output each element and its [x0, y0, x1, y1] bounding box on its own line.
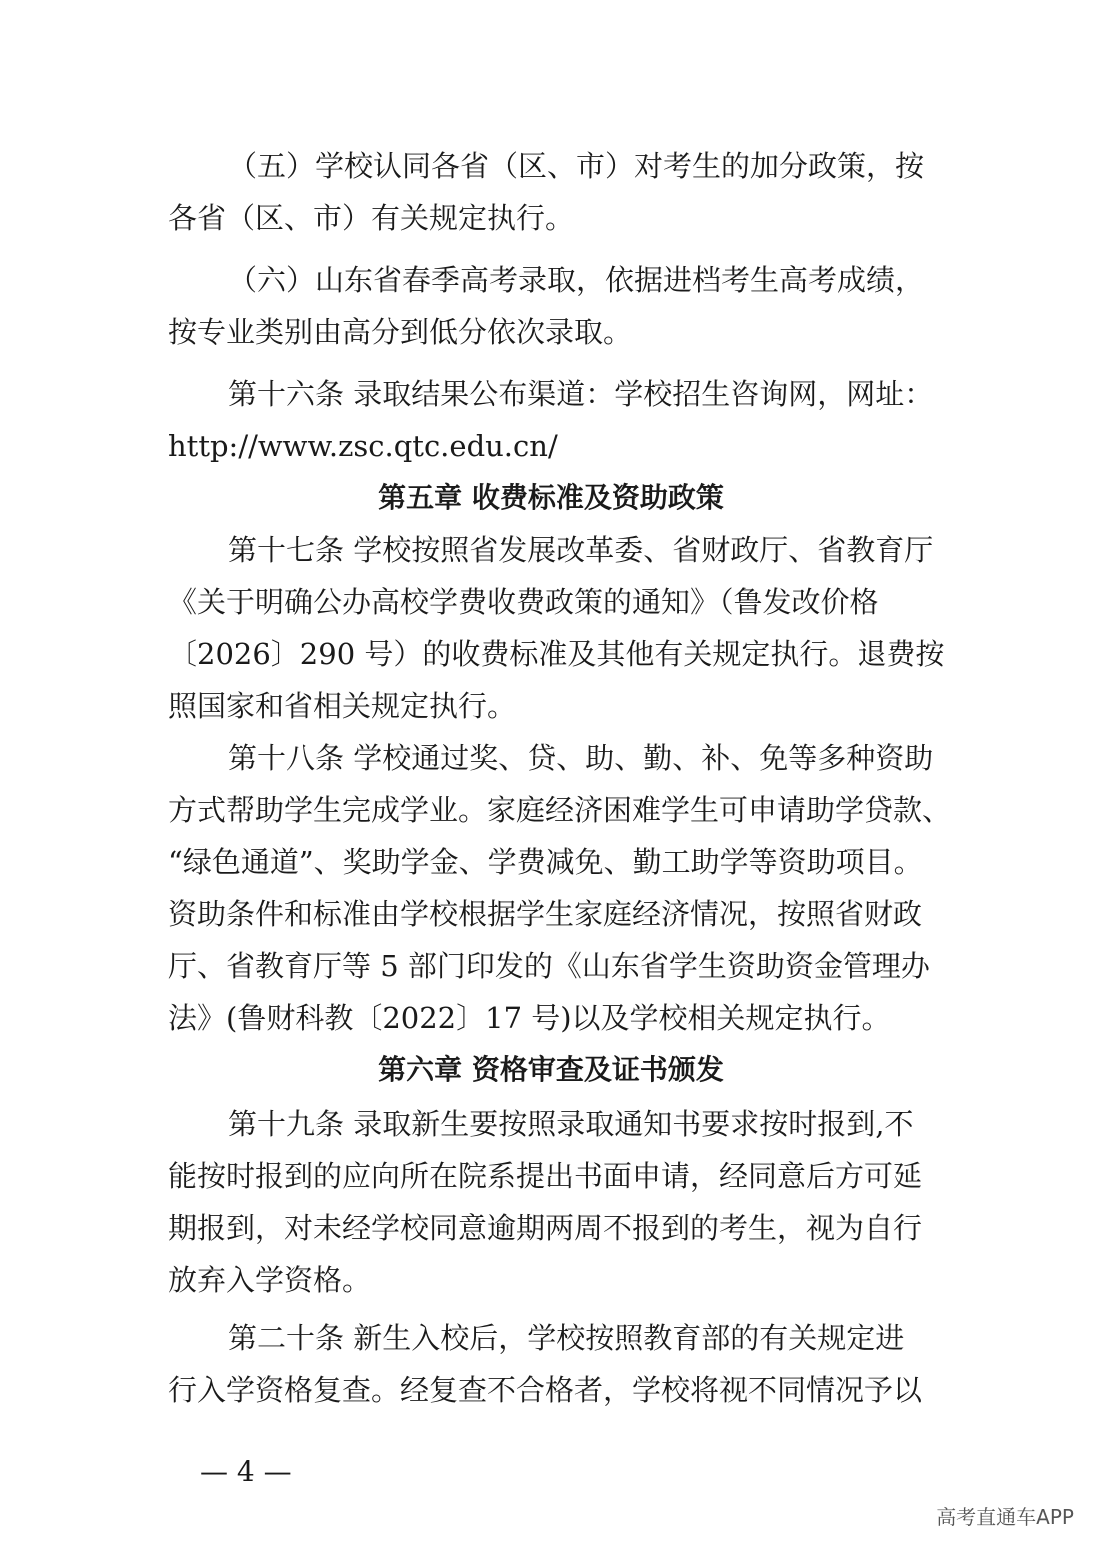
- paragraph-line: 第十七条 学校按照省发展改革委、省财政厅、省教育厅: [228, 533, 934, 567]
- paragraph-line: 第十九条 录取新生要按照录取通知书要求按时报到,不: [228, 1107, 914, 1141]
- paragraph-line: 法》(鲁财科教〔2022〕17 号)以及学校相关规定执行。: [168, 1001, 891, 1035]
- paragraph-line: （六）山东省春季高考录取，依据进档考生高考成绩，: [228, 263, 925, 297]
- paragraph-line: 第十六条 录取结果公布渠道：学校招生咨询网，网址：: [228, 377, 934, 411]
- paragraph-line: 照国家和省相关规定执行。: [168, 689, 517, 723]
- paragraph-line: 资助条件和标准由学校根据学生家庭经济情况，按照省财政: [168, 897, 923, 931]
- paragraph-line: 方式帮助学生完成学业。家庭经济困难学生可申请助学贷款、: [168, 793, 952, 827]
- paragraph-line: 厅、省教育厅等 5 部门印发的《山东省学生资助资金管理办: [168, 949, 930, 983]
- paragraph-line: 第十八条 学校通过奖、贷、助、勤、补、免等多种资助: [228, 741, 934, 775]
- watermark-text: 高考直通车APP: [936, 1505, 1074, 1529]
- url-link[interactable]: http://www.zsc.qtc.edu.cn/: [168, 429, 558, 463]
- paragraph-line: 第二十条 新生入校后，学校按照教育部的有关规定进: [228, 1321, 905, 1355]
- paragraph-line: 行入学资格复查。经复查不合格者，学校将视不同情况予以: [168, 1373, 923, 1407]
- paragraph-line: 能按时报到的应向所在院系提出书面申请，经同意后方可延: [168, 1159, 923, 1193]
- paragraph-line: 各省（区、市）有关规定执行。: [168, 201, 575, 235]
- page-number: — 4 —: [200, 1455, 292, 1488]
- paragraph-line: “绿色通道”、奖助学金、学费减免、勤工助学等资助项目。: [168, 845, 923, 879]
- chapter-heading: 第六章 资格审查及证书颁发: [378, 1053, 724, 1086]
- paragraph-line: 放弃入学资格。: [168, 1263, 372, 1297]
- paragraph-line: 期报到，对未经学校同意逾期两周不报到的考生，视为自行: [168, 1211, 923, 1245]
- paragraph-line: （五）学校认同各省（区、市）对考生的加分政策，按: [228, 149, 925, 183]
- paragraph-line: 按专业类别由高分到低分依次录取。: [168, 315, 633, 349]
- chapter-heading: 第五章 收费标准及资助政策: [378, 481, 724, 514]
- paragraph-line: 〔2026〕290 号）的收费标准及其他有关规定执行。退费按: [168, 637, 945, 671]
- paragraph-line: 《关于明确公办高校学费收费政策的通知》（鲁发改价格: [168, 585, 879, 619]
